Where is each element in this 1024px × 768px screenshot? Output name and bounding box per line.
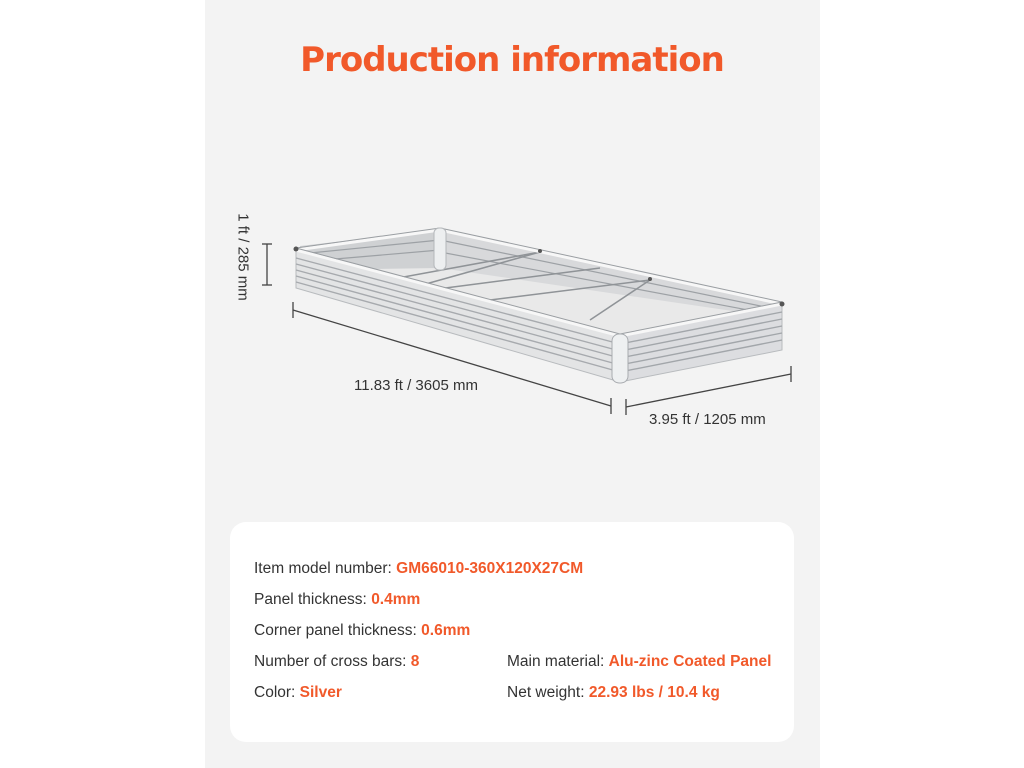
spec-label: Item model number: bbox=[254, 560, 397, 577]
spec-label: Number of cross bars: bbox=[254, 653, 411, 670]
spec-material bbox=[507, 653, 771, 671]
spec-corner-thickness bbox=[254, 622, 470, 640]
spec-weight bbox=[507, 684, 720, 702]
spec-label: Main material: bbox=[507, 653, 609, 670]
spec-model bbox=[254, 560, 583, 578]
specs-card bbox=[230, 522, 794, 742]
spec-value: Alu-zinc Coated Panel bbox=[608, 653, 772, 670]
spec-color bbox=[254, 684, 342, 702]
spec-value: 22.93 lbs / 10.4 kg bbox=[588, 684, 720, 701]
spec-value: 8 bbox=[410, 653, 420, 670]
page-title: Production information bbox=[300, 40, 724, 80]
spec-label: Color: bbox=[254, 684, 300, 701]
spec-label: Corner panel thickness: bbox=[254, 622, 422, 639]
spec-panel-thickness bbox=[254, 591, 420, 609]
width-dimension-label: 3.95 ft / 1205 mm bbox=[649, 411, 766, 428]
height-dimension-label: 1 ft / 285 mm bbox=[234, 213, 252, 301]
spec-value: 0.4mm bbox=[371, 591, 421, 608]
spec-value: Silver bbox=[299, 684, 342, 701]
length-dimension-label: 11.83 ft / 3605 mm bbox=[354, 377, 478, 394]
spec-value: 0.6mm bbox=[421, 622, 471, 639]
spec-label: Net weight: bbox=[507, 684, 589, 701]
spec-value: GM66010-360X120X27CM bbox=[396, 560, 584, 577]
spec-cross-bars bbox=[254, 653, 419, 671]
spec-label: Panel thickness: bbox=[254, 591, 372, 608]
